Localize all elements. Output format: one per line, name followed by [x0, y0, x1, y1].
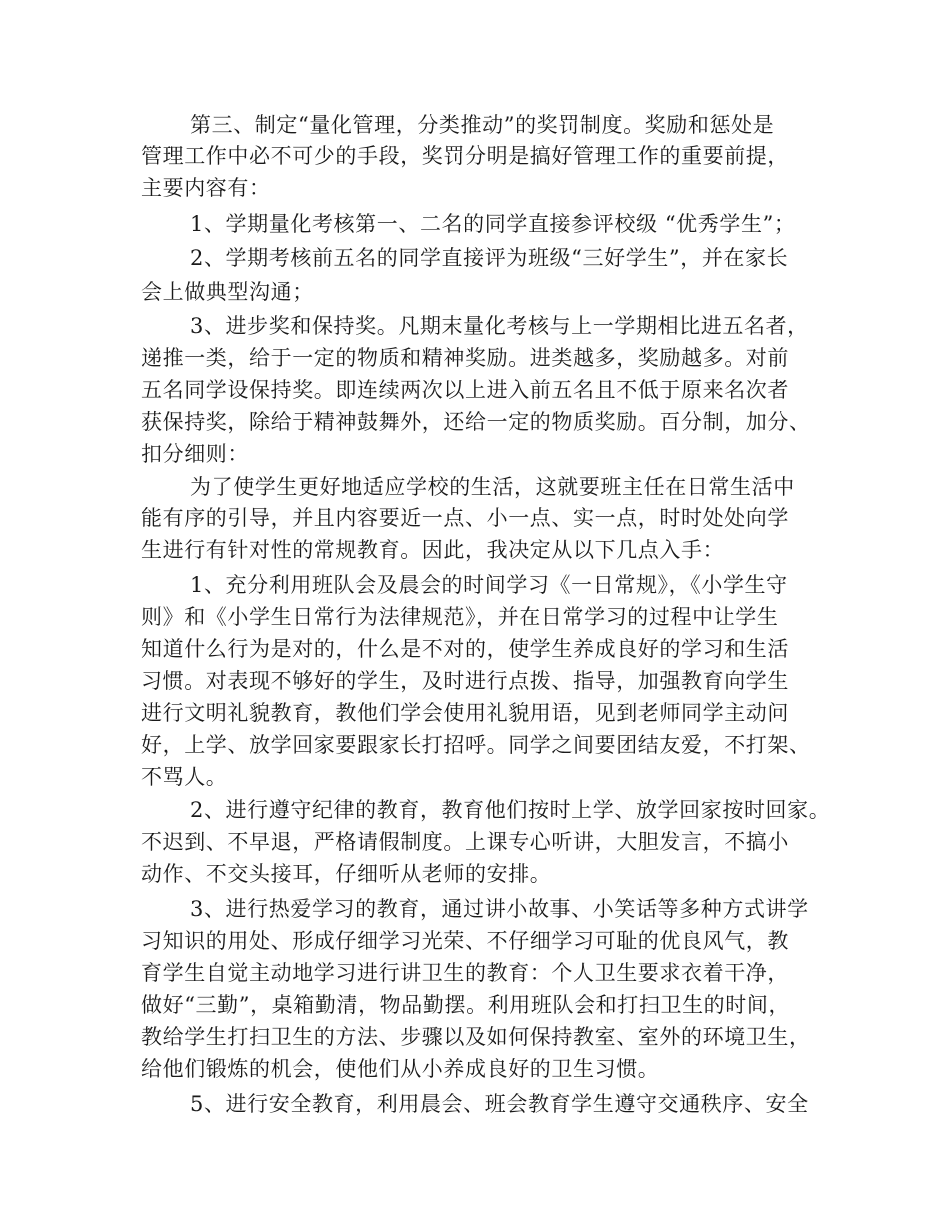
text-line: 主要内容有：	[141, 176, 271, 200]
text-line: 习惯。对表现不够好的学生，及时进行点拨、指导，加强教育向学生	[141, 669, 789, 693]
text-line: 生进行有针对性的常规教育。因此，我决定从以下几点入手：	[141, 538, 725, 562]
text-line: 知道什么行为是对的，什么是不对的，使学生养成良好的学习和生活	[141, 637, 789, 661]
text-line: 2、学期考核前五名的同学直接评为班级“三好学生”，并在家长	[190, 246, 789, 270]
text-line: 管理工作中必不可少的手段，奖罚分明是搞好管理工作的重要前提，	[141, 144, 789, 168]
text-line: 教给学生打扫卫生的方法、步骤以及如何保持教室、室外的环境卫生，	[141, 1025, 811, 1049]
text-line: 则》和《小学生日常行为法律规范》，并在日常学习的过程中让学生	[141, 605, 779, 629]
text-line: 不迟到、不早退，严格请假制度。上课专心听讲，大胆发言，不搞小	[141, 830, 789, 854]
text-line: 给他们锻炼的机会，使他们从小养成良好的卫生习惯。	[141, 1057, 660, 1081]
text-line: 扣分细则：	[141, 442, 249, 466]
text-line: 育学生自觉主动地学习进行讲卫生的教育：个人卫生要求衣着干净，	[141, 961, 789, 985]
text-line: 递推一类，给于一定的物质和精神奖励。进类越多，奖励越多。对前	[141, 346, 789, 370]
text-line: 3、进步奖和保持奖。凡期末量化考核与上一学期相比进五名者，	[190, 314, 809, 338]
text-line: 五名同学设保持奖。即连续两次以上进入前五名且不低于原来名次者	[141, 378, 789, 402]
text-line: 习知识的用处、形成仔细学习光荣、不仔细学习可耻的优良风气，教	[141, 929, 789, 953]
text-line: 做好“三勤”，桌箱勤清，物品勤摆。利用班队会和打扫卫生的时间，	[141, 993, 791, 1017]
text-line: 为了使学生更好地适应学校的生活，这就要班主任在日常生活中	[190, 475, 795, 499]
text-line: 不骂人。	[141, 765, 228, 789]
text-line: 会上做典型沟通；	[141, 280, 314, 304]
text-line: 获保持奖，除给于精神鼓舞外，还给一定的物质奖励。百分制，加分、	[141, 410, 811, 434]
text-line: 3、进行热爱学习的教育，通过讲小故事、小笑话等多种方式讲学	[190, 897, 809, 921]
text-line: 第三、制定“量化管理，分类推动”的奖罚制度。奖励和惩处是	[190, 113, 775, 137]
text-line: 1、学期量化考核第一、二名的同学直接参评校级 “优秀学生”；	[190, 212, 796, 236]
text-line: 1、充分利用班队会及晨会的时间学习《一日常规》，《小学生守	[190, 573, 788, 597]
text-line: 5、进行安全教育，利用晨会、班会教育学生遵守交通秩序、安全	[190, 1092, 809, 1116]
text-line: 进行文明礼貌教育，教他们学会使用礼貌用语，见到老师同学主动问	[141, 701, 789, 725]
text-line: 好，上学、放学回家要跟家长打招呼。同学之间要团结友爱，不打架、	[141, 733, 811, 757]
text-line: 能有序的引导，并且内容要近一点、小一点、实一点，时时处处向学	[141, 506, 789, 530]
text-line: 2、进行遵守纪律的教育，教育他们按时上学、放学回家按时回家。	[190, 798, 831, 822]
text-line: 动作、不交头接耳，仔细听从老师的安排。	[141, 862, 552, 886]
